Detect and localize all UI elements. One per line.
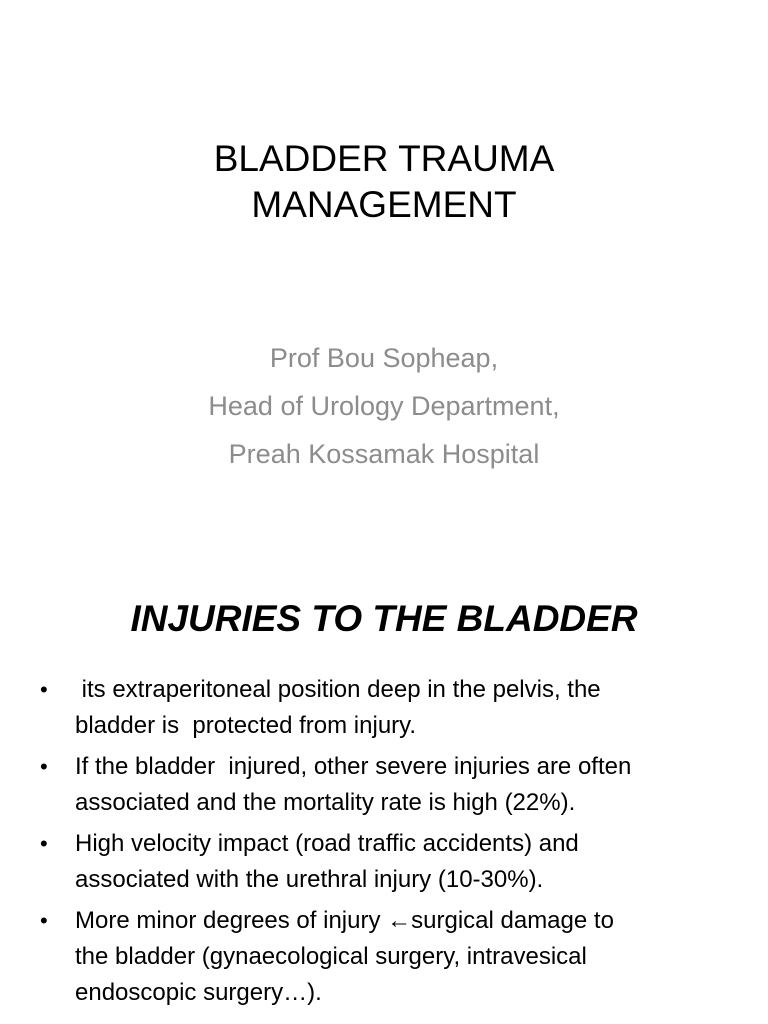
bullet-text-line: endoscopic surgery…). (75, 979, 322, 1006)
presenter-name: Prof Bou Sopheap, (269, 343, 499, 373)
presenter-position: Head of Urology Department, (208, 391, 560, 421)
slide-title (0, 136, 768, 228)
content-slide-title: INJURIES TO THE BLADDER (130, 598, 638, 639)
bullet-dot-icon: • (40, 754, 48, 779)
bullet-dot-icon: • (40, 831, 48, 856)
slide-subtitle (0, 334, 768, 478)
bullet-text-line: If the bladder injured, other severe injuries are often (75, 753, 632, 780)
slide-title-line-2: MANAGEMENT (251, 184, 517, 225)
bullet-item (40, 749, 730, 821)
bullet-text-line: associated with the urethral injury (10-30%). (75, 866, 544, 893)
bullet-dot-icon: • (40, 908, 48, 933)
bullet-item (40, 903, 730, 1011)
presenter-institution: Preah Kossamak Hospital (228, 439, 540, 469)
bullet-text-line: High velocity impact (road traffic accidents) and (75, 830, 579, 857)
bullet-text-line: bladder is protected from injury. (75, 712, 417, 739)
slide-title-line-1: BLADDER TRAUMA (213, 138, 555, 179)
bullet-text-line: its extraperitoneal position deep in the pelvis, the (75, 676, 601, 703)
bullet-dot-icon: • (40, 677, 48, 702)
bullet-list (40, 672, 730, 1016)
bullet-text-line: associated and the mortality rate is high (22%). (75, 789, 576, 816)
bullet-item (40, 672, 730, 744)
bullet-text-line: the bladder (gynaecological surgery, intravesical (75, 943, 587, 970)
content-slide (0, 560, 768, 1024)
bullet-text-line: More minor degrees of injury ←surgical damage to (75, 907, 614, 934)
bullet-item (40, 826, 730, 898)
